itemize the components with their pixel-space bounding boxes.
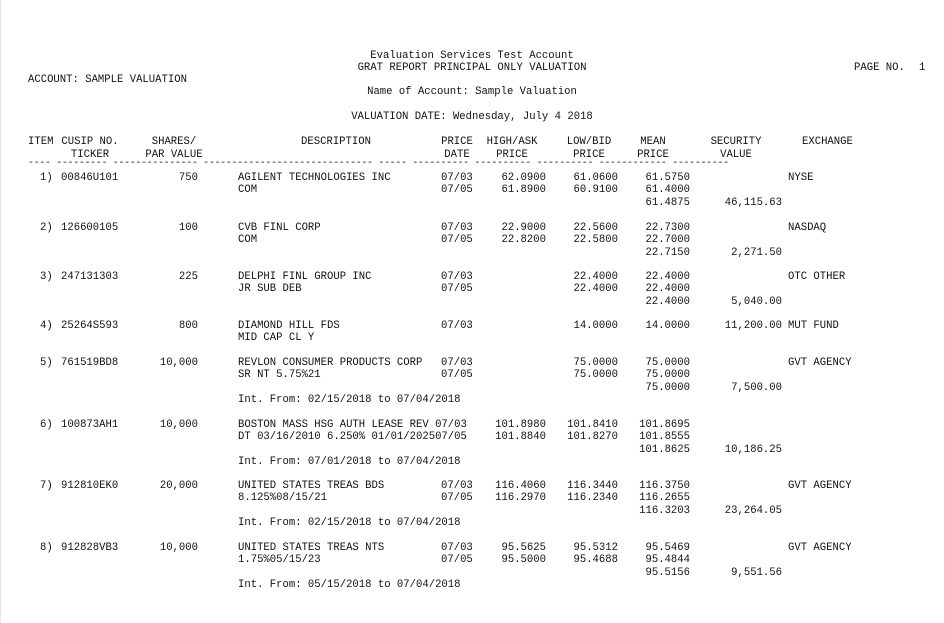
cell-exchange: OTC OTHER xyxy=(788,271,846,283)
cell-desc1: UNITED STATES TREAS BDS xyxy=(238,480,385,492)
cell-desc2: MID CAP CL Y xyxy=(238,332,315,345)
cell-cusip: 100873AH1 xyxy=(61,419,119,431)
cell-exchange: NYSE xyxy=(788,172,814,184)
cell-date1: 07/03 xyxy=(441,271,473,283)
page-border xyxy=(0,0,1,623)
cell-value: 46,115.63 xyxy=(724,196,782,209)
valuation-date: VALUATION DATE: Wednesday, July 4 2018 xyxy=(351,111,593,123)
cell-mean3: 95.5156 xyxy=(645,566,690,579)
cell-date2: 07/05 xyxy=(441,184,473,197)
col-price: PRICE xyxy=(441,136,473,148)
cell-mean2: 75.0000 xyxy=(645,369,690,382)
cell-low2: 75.0000 xyxy=(573,369,618,382)
cell-low1: 22.5600 xyxy=(573,222,618,234)
col-exchange: EXCHANGE xyxy=(802,136,853,148)
cell-high1: 62.0900 xyxy=(501,172,546,184)
cell-shares: 100 xyxy=(178,222,198,234)
col-shares: SHARES/ xyxy=(151,136,197,148)
col-low-bid: LOW/BID xyxy=(566,136,612,148)
cell-mean1: 22.4000 xyxy=(645,271,690,283)
cell-cusip: 761519BD8 xyxy=(61,357,119,369)
col-low-price: PRICE xyxy=(573,149,605,161)
cell-mean1: 95.5469 xyxy=(645,542,690,554)
cell-date2: 07/05 xyxy=(441,234,473,247)
cell-interest: Int. From: 07/01/2018 to 07/04/2018 xyxy=(238,455,461,468)
cell-desc2: DT 03/16/2010 6.250% 01/01/202507/05 xyxy=(238,431,467,444)
cell-date1: 07/03 xyxy=(441,480,473,492)
cell-desc2: SR NT 5.75%21 xyxy=(238,369,321,382)
cell-desc2: COM xyxy=(238,234,258,247)
cell-high2: 116.2970 xyxy=(495,492,546,505)
cell-low2: 116.2340 xyxy=(567,492,618,505)
cell-high1: 22.9000 xyxy=(501,222,546,234)
cell-date1: 07/03 xyxy=(441,320,473,332)
cell-desc2: COM xyxy=(238,184,258,197)
cell-exchange: GVT AGENCY xyxy=(788,542,852,554)
cell-low2: 60.9100 xyxy=(573,184,618,197)
cell-mean2: 95.4844 xyxy=(645,554,690,567)
cell-date2: 07/05 xyxy=(441,283,473,296)
account-line: ACCOUNT: SAMPLE VALUATION xyxy=(28,74,187,86)
col-mean-price: PRICE xyxy=(637,149,669,161)
cell-value: 9,551.56 xyxy=(731,566,782,579)
cell-low1: 101.8410 xyxy=(567,419,618,431)
cell-desc1: BOSTON MASS HSG AUTH LEASE REV 07/03 xyxy=(238,419,467,431)
cell-item: 5) xyxy=(40,357,53,369)
col-mean: MEAN xyxy=(640,136,666,148)
cell-mean1: 116.3750 xyxy=(639,480,690,492)
cell-value: 7,500.00 xyxy=(731,381,782,394)
cell-low2: 101.8270 xyxy=(567,431,618,444)
cell-high1: 101.8980 xyxy=(495,419,546,431)
cell-exchange: GVT AGENCY xyxy=(788,357,852,369)
cell-mean2: 22.7000 xyxy=(645,234,690,247)
col-item: ITEM xyxy=(28,136,54,148)
cell-desc1: REVLON CONSUMER PRODUCTS CORP xyxy=(238,357,423,369)
cell-low1: 61.0600 xyxy=(573,172,618,184)
cell-low1: 95.5312 xyxy=(573,542,618,554)
cell-mean2: 22.4000 xyxy=(645,283,690,296)
cell-shares: 10,000 xyxy=(159,357,198,369)
cell-date1: 07/03 xyxy=(441,172,473,184)
cell-item: 1) xyxy=(40,172,53,184)
cell-interest: Int. From: 02/15/2018 to 07/04/2018 xyxy=(238,393,461,406)
cell-low1: 14.0000 xyxy=(573,320,618,332)
cell-cusip: 126600105 xyxy=(61,222,119,234)
cell-value: 2,271.50 xyxy=(731,246,782,259)
cell-shares: 225 xyxy=(178,271,198,283)
cell-high2: 101.8840 xyxy=(495,431,546,444)
cell-mean3: 75.0000 xyxy=(645,381,690,394)
cell-item: 7) xyxy=(40,480,53,492)
cell-mean3: 101.8625 xyxy=(639,443,690,456)
cell-shares: 20,000 xyxy=(159,480,198,492)
cell-value: 11,200.00 xyxy=(724,320,782,332)
cell-date2: 07/05 xyxy=(441,492,473,505)
cell-mean1: 101.8695 xyxy=(639,419,690,431)
cell-low2: 22.5800 xyxy=(573,234,618,247)
cell-desc1: UNITED STATES TREAS NTS xyxy=(238,542,385,554)
col-cusip: CUSIP NO. xyxy=(61,136,119,148)
cell-date2: 07/05 xyxy=(441,554,473,567)
cell-item: 4) xyxy=(40,320,53,332)
cell-desc1: DELPHI FINL GROUP INC xyxy=(238,271,372,283)
cell-desc1: DIAMOND HILL FDS xyxy=(238,320,340,332)
cell-interest: Int. From: 05/15/2018 to 07/04/2018 xyxy=(238,578,461,591)
col-high-price: PRICE xyxy=(496,149,528,161)
col-security: SECURITY xyxy=(710,136,762,148)
report-name: GRAT REPORT PRINCIPAL ONLY VALUATION xyxy=(357,62,587,74)
cell-low1: 75.0000 xyxy=(573,357,618,369)
cell-mean2: 116.2655 xyxy=(639,492,690,505)
header-rule: ---- --------- --------------- ------------------------------ ----- ---------- ---------- ---------- ------------ ---------- xyxy=(28,158,729,168)
cell-mean3: 61.4875 xyxy=(645,196,690,209)
col-ticker: TICKER xyxy=(70,149,110,161)
cell-item: 2) xyxy=(40,222,53,234)
cell-high1: 116.4060 xyxy=(495,480,546,492)
cell-date2: 07/05 xyxy=(441,369,473,382)
cell-cusip: 912810EK0 xyxy=(61,480,119,492)
page-number: 1 xyxy=(919,62,926,74)
cell-item: 6) xyxy=(40,419,53,431)
col-high-ask: HIGH/ASK xyxy=(486,136,538,148)
cell-exchange: NASDAQ xyxy=(788,222,827,234)
cell-cusip: 912828VB3 xyxy=(61,542,119,554)
cell-mean3: 116.3203 xyxy=(639,504,690,517)
page-number-label: PAGE NO. xyxy=(854,62,905,74)
cell-desc2: JR SUB DEB xyxy=(238,283,302,296)
cell-low1: 116.3440 xyxy=(567,480,618,492)
cell-exchange: GVT AGENCY xyxy=(788,480,852,492)
cell-item: 8) xyxy=(40,542,53,554)
cell-mean3: 22.4000 xyxy=(645,295,690,308)
cell-high2: 22.8200 xyxy=(501,234,546,247)
cell-low2: 22.4000 xyxy=(573,283,618,296)
cell-date1: 07/03 xyxy=(441,357,473,369)
cell-value: 23,264.05 xyxy=(724,504,782,517)
cell-high2: 61.8900 xyxy=(501,184,546,197)
cell-mean3: 22.7150 xyxy=(645,246,690,259)
cell-high1: 95.5625 xyxy=(501,542,546,554)
cell-shares: 800 xyxy=(178,320,198,332)
col-date: DATE xyxy=(444,149,470,161)
cell-mean1: 75.0000 xyxy=(645,357,690,369)
cell-value: 10,186.25 xyxy=(724,443,782,456)
cell-interest: Int. From: 02/15/2018 to 07/04/2018 xyxy=(238,516,461,529)
name-of-account: Name of Account: Sample Valuation xyxy=(367,86,577,98)
col-security-value: VALUE xyxy=(720,149,752,161)
report-title: Evaluation Services Test Account xyxy=(370,50,574,62)
cell-shares: 10,000 xyxy=(159,419,198,431)
cell-exchange: MUT FUND xyxy=(788,320,839,332)
cell-desc1: CVB FINL CORP xyxy=(238,222,321,234)
cell-mean1: 14.0000 xyxy=(645,320,690,332)
cell-low1: 22.4000 xyxy=(573,271,618,283)
cell-desc1: AGILENT TECHNOLOGIES INC xyxy=(238,172,391,184)
cell-mean2: 61.4000 xyxy=(645,184,690,197)
cell-mean1: 22.7300 xyxy=(645,222,690,234)
cell-date1: 07/03 xyxy=(441,222,473,234)
cell-cusip: 00846U101 xyxy=(61,172,119,184)
cell-mean1: 61.5750 xyxy=(645,172,690,184)
cell-shares: 10,000 xyxy=(159,542,198,554)
col-description: DESCRIPTION xyxy=(301,136,371,148)
cell-desc2: 1.75%05/15/23 xyxy=(238,554,321,567)
cell-cusip: 25264S593 xyxy=(61,320,119,332)
cell-cusip: 247131303 xyxy=(61,271,119,283)
cell-low2: 95.4688 xyxy=(573,554,618,567)
cell-shares: 750 xyxy=(178,172,198,184)
cell-date1: 07/03 xyxy=(441,542,473,554)
cell-mean2: 101.8555 xyxy=(639,431,690,444)
cell-high2: 95.5000 xyxy=(501,554,546,567)
col-par-value: PAR VALUE xyxy=(145,149,203,161)
cell-desc2: 8.125%08/15/21 xyxy=(238,492,328,505)
cell-item: 3) xyxy=(40,271,53,283)
cell-value: 5,040.00 xyxy=(731,295,782,308)
